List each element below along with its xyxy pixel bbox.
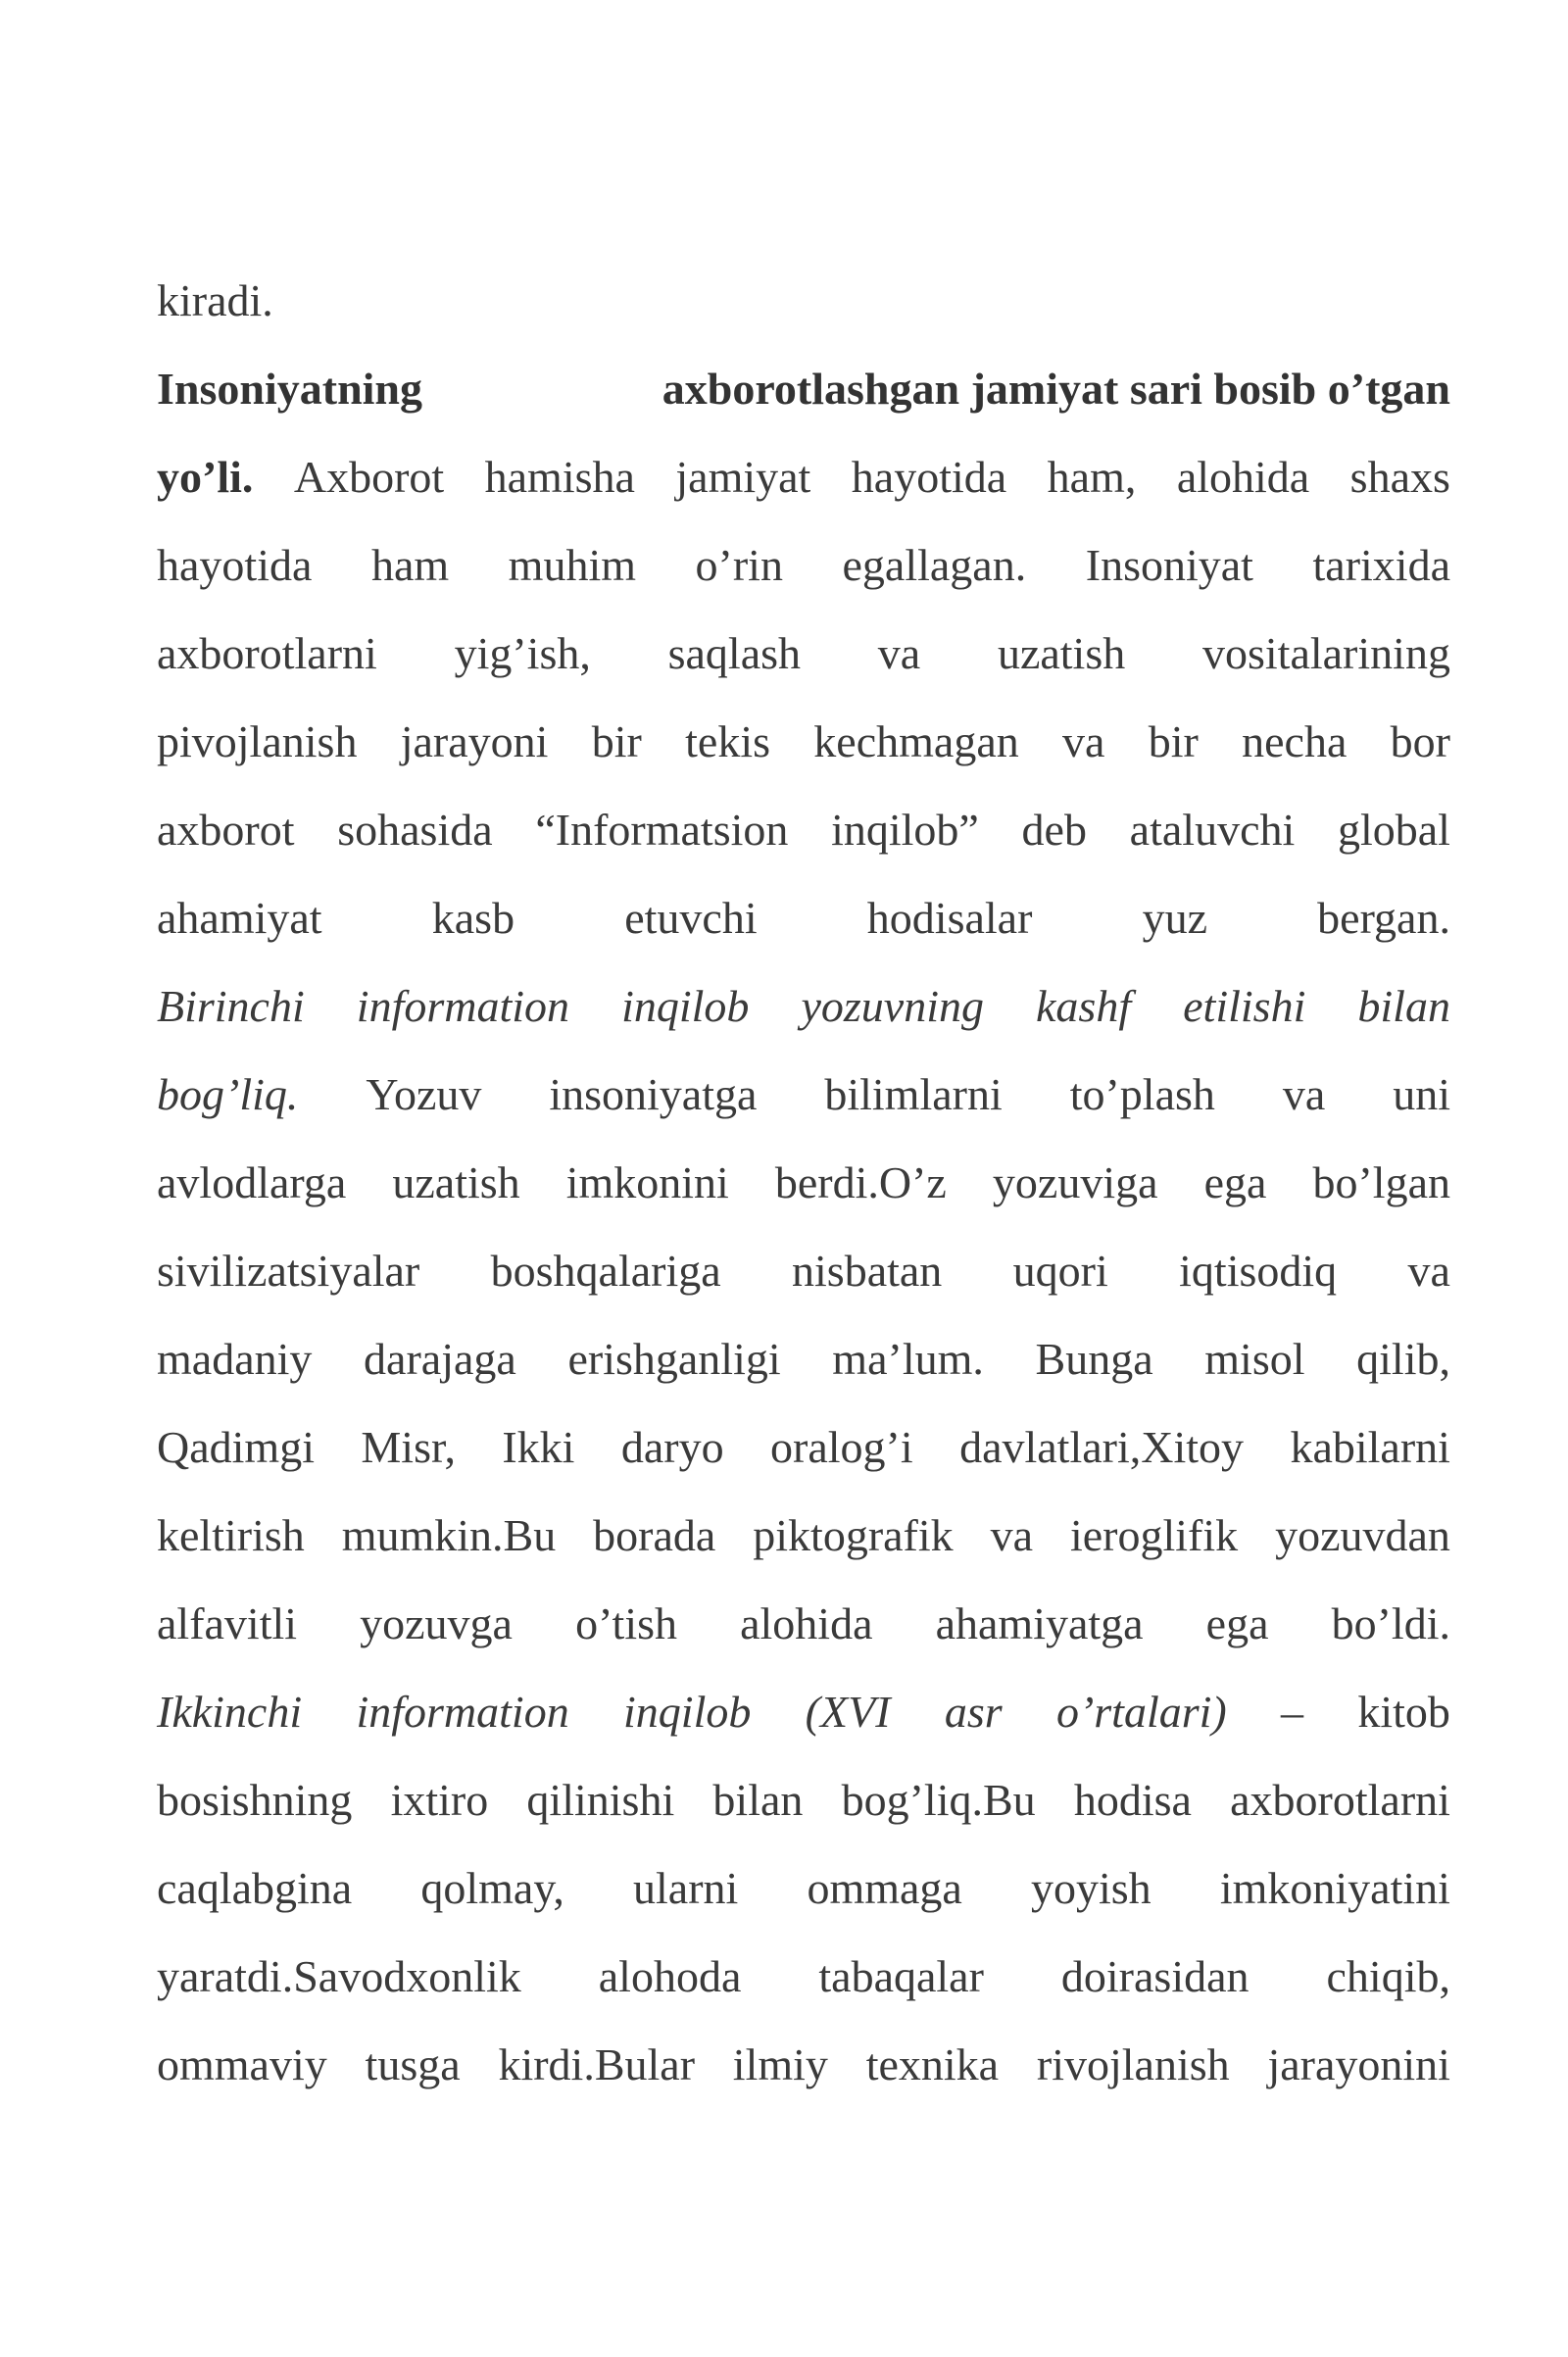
word: yig’ish, xyxy=(454,628,591,678)
italic-word: yozuvning xyxy=(801,981,984,1031)
word: ham, xyxy=(1047,452,1137,502)
word: deb xyxy=(1021,805,1087,855)
text-line xyxy=(157,962,1450,1051)
word: Insoniyat xyxy=(1085,540,1253,590)
word: misol xyxy=(1204,1334,1305,1384)
italic-word: asr xyxy=(944,1687,1003,1737)
word: ularni xyxy=(633,1863,739,1913)
word: Qadimgi xyxy=(157,1422,315,1472)
word: yozuvga xyxy=(360,1598,513,1648)
word: davlatlari,Xitoy xyxy=(959,1422,1245,1472)
word: bo’ldi. xyxy=(1331,1598,1450,1648)
word: saqlash xyxy=(667,628,802,678)
word: darajaga xyxy=(364,1334,516,1384)
word: boshqalariga xyxy=(490,1246,721,1296)
word: kasb xyxy=(431,893,515,943)
text-line xyxy=(157,1227,1450,1315)
word: insoniyatga xyxy=(549,1069,758,1119)
italic-word: information xyxy=(356,981,570,1031)
italic-word: bilan xyxy=(1357,981,1450,1031)
word: tabaqalar xyxy=(818,1951,984,2001)
word: doirasidan xyxy=(1060,1951,1250,2001)
word: avlodlarga xyxy=(157,1157,347,1207)
word: necha xyxy=(1242,716,1348,766)
word: uqori xyxy=(1012,1246,1108,1296)
word: jarayoni xyxy=(400,716,549,766)
word: yozuviga xyxy=(992,1157,1158,1207)
word: ma’lum. xyxy=(832,1334,984,1384)
word: ommaga xyxy=(807,1863,962,1913)
word: alohida xyxy=(740,1598,873,1648)
text-line xyxy=(157,786,1450,874)
word: erishganligi xyxy=(567,1334,781,1384)
word: ommaviy xyxy=(157,2039,327,2089)
word: mumkin.Bu xyxy=(341,1510,557,1560)
text-line xyxy=(157,433,1450,521)
word: kabilarni xyxy=(1290,1422,1450,1472)
word: hodisalar xyxy=(866,893,1033,943)
word: hamisha xyxy=(484,452,635,502)
word: iqtisodiq xyxy=(1179,1246,1338,1296)
word: tarixida xyxy=(1312,540,1450,590)
word: axborotlarni xyxy=(1230,1775,1450,1825)
word: bilan xyxy=(712,1775,804,1825)
word: imkonini xyxy=(565,1157,729,1207)
word: ilmiy xyxy=(732,2039,828,2089)
word: ataluvchi xyxy=(1129,805,1296,855)
word: Ikki xyxy=(502,1422,575,1472)
word: hayotida xyxy=(157,540,313,590)
word: berdi.O’z xyxy=(774,1157,947,1207)
word: Yozuv xyxy=(366,1069,482,1119)
text-line xyxy=(157,698,1450,786)
word: bosishning xyxy=(157,1775,353,1825)
word: global xyxy=(1337,805,1450,855)
word: o’rin xyxy=(695,540,783,590)
word: qilib, xyxy=(1356,1334,1450,1384)
word: bir xyxy=(591,716,642,766)
text-line xyxy=(157,1756,1450,1844)
word: uzatish xyxy=(392,1157,520,1207)
word: ega xyxy=(1203,1157,1267,1207)
word: “Informatsion xyxy=(535,805,789,855)
word: sohasida xyxy=(337,805,493,855)
word: sivilizatsiyalar xyxy=(157,1246,420,1296)
italic-word: o’rtalari) xyxy=(1055,1687,1227,1737)
text-line xyxy=(157,1051,1450,1139)
word: vositalarining xyxy=(1201,628,1450,678)
text-line xyxy=(157,1403,1450,1492)
word: alohoda xyxy=(598,1951,742,2001)
word: muhim xyxy=(508,540,637,590)
word: va xyxy=(1062,716,1105,766)
word: – xyxy=(1281,1687,1304,1737)
word: alfavitli xyxy=(157,1598,298,1648)
word: texnika xyxy=(865,2039,1000,2089)
word: etuvchi xyxy=(624,893,758,943)
bold-word: axborotlashgan jamiyat sari bosib o’tgan xyxy=(662,364,1450,414)
word: kirdi.Bular xyxy=(498,2039,696,2089)
text-line xyxy=(157,257,1450,345)
word: chiqib, xyxy=(1326,1951,1450,2001)
text-line xyxy=(157,610,1450,698)
word: bir xyxy=(1148,716,1199,766)
word: imkoniyatini xyxy=(1219,1863,1450,1913)
word: daryo xyxy=(620,1422,724,1472)
text-line xyxy=(157,1139,1450,1227)
text-line xyxy=(157,1580,1450,1668)
italic-word: Birinchi xyxy=(157,981,305,1031)
text-line xyxy=(157,1668,1450,1756)
word: kiradi. xyxy=(157,275,273,325)
word: Misr, xyxy=(361,1422,456,1472)
word: borada xyxy=(593,1510,716,1560)
word: ahamiyatga xyxy=(935,1598,1144,1648)
italic-word: etilishi xyxy=(1183,981,1306,1031)
word: ieroglifik xyxy=(1069,1510,1239,1560)
word: va xyxy=(1282,1069,1326,1119)
word: caqlabgina xyxy=(157,1863,353,1913)
word: oralog’i xyxy=(770,1422,913,1472)
word: ixtiro xyxy=(390,1775,489,1825)
word: o’tish xyxy=(575,1598,678,1648)
word: va xyxy=(877,628,921,678)
word: bor xyxy=(1390,716,1450,766)
word: qilinishi xyxy=(526,1775,675,1825)
word: yaratdi.Savodxonlik xyxy=(157,1951,521,2001)
word: nisbatan xyxy=(792,1246,943,1296)
word: bergan. xyxy=(1317,893,1450,943)
italic-word: inqilob xyxy=(623,1687,752,1737)
word: ham xyxy=(370,540,450,590)
word: tusga xyxy=(365,2039,461,2089)
word: bog’liq.Bu xyxy=(841,1775,1036,1825)
word: rivojlanish xyxy=(1036,2039,1230,2089)
word: axborotlarni xyxy=(157,628,377,678)
italic-word: kashf xyxy=(1036,981,1132,1031)
word: ahamiyat xyxy=(157,893,322,943)
word: hayotida xyxy=(851,452,1007,502)
text-line xyxy=(157,521,1450,610)
word: bo’lgan xyxy=(1312,1157,1450,1207)
bold-word: yo’li. xyxy=(157,452,254,502)
word: madaniy xyxy=(157,1334,313,1384)
word: yuz xyxy=(1142,893,1207,943)
text-line xyxy=(157,1933,1450,2021)
word: Bunga xyxy=(1035,1334,1153,1384)
italic-word: Ikkinchi xyxy=(157,1687,303,1737)
word: qolmay, xyxy=(420,1863,564,1913)
word: yozuvdan xyxy=(1275,1510,1450,1560)
word: Axborot xyxy=(293,452,445,502)
text-line xyxy=(157,874,1450,962)
italic-word: information xyxy=(356,1687,569,1737)
word: inqilob” xyxy=(831,805,979,855)
text-line xyxy=(157,345,1450,433)
word: shaxs xyxy=(1349,452,1450,502)
italic-word: (XVI xyxy=(805,1687,891,1737)
word: va xyxy=(990,1510,1034,1560)
word: tekis xyxy=(685,716,771,766)
word: alohida xyxy=(1176,452,1310,502)
word: bilimlarni xyxy=(824,1069,1003,1119)
word: jamiyat xyxy=(675,452,811,502)
text-line xyxy=(157,1844,1450,1933)
italic-word: bog’liq. xyxy=(157,1069,299,1119)
word: pivojlanish xyxy=(157,716,358,766)
word: piktografik xyxy=(753,1510,954,1560)
text-line xyxy=(157,2021,1450,2109)
word: keltirish xyxy=(157,1510,305,1560)
word: va xyxy=(1407,1246,1450,1296)
word: to’plash xyxy=(1069,1069,1215,1119)
word: ega xyxy=(1205,1598,1269,1648)
word: axborot xyxy=(157,805,295,855)
word: uni xyxy=(1393,1069,1450,1119)
word: uzatish xyxy=(997,628,1126,678)
word: kechmagan xyxy=(813,716,1019,766)
bold-word: Insoniyatning xyxy=(157,364,423,414)
word: egallagan. xyxy=(842,540,1027,590)
word: jarayonini xyxy=(1267,2039,1450,2089)
word: kitob xyxy=(1357,1687,1450,1737)
text-line xyxy=(157,1315,1450,1403)
italic-word: inqilob xyxy=(621,981,750,1031)
body-text xyxy=(157,257,1450,2109)
word: yoyish xyxy=(1031,1863,1152,1913)
text-line xyxy=(157,1492,1450,1580)
word: hodisa xyxy=(1073,1775,1192,1825)
